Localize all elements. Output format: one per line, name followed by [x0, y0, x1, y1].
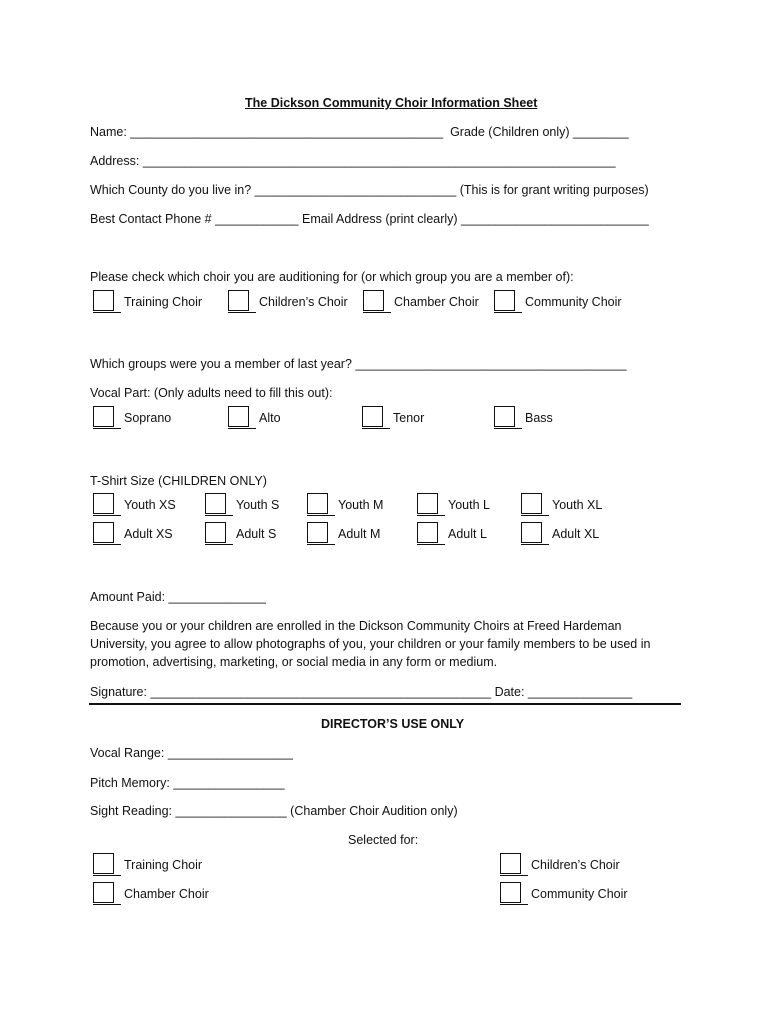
training-choir-checkbox[interactable]	[93, 290, 114, 311]
checkbox-underline	[205, 544, 233, 545]
checkbox-underline	[363, 312, 391, 313]
consent-text-line: promotion, advertising, marketing, or social media in any form or medium.	[90, 655, 498, 669]
tshirt-prompt: T-Shirt Size (CHILDREN ONLY)	[90, 474, 267, 488]
checkbox-underline	[521, 544, 549, 545]
amount-paid-field[interactable]: Amount Paid: ______________	[90, 590, 266, 604]
adult-m-checkbox[interactable]	[307, 522, 328, 543]
selected-childrens-choir-checkbox[interactable]	[500, 853, 521, 874]
checkbox-underline	[228, 312, 256, 313]
option-label: Alto	[259, 411, 281, 425]
checkbox-underline	[93, 312, 121, 313]
option-label: Children’s Choir	[531, 858, 620, 872]
soprano-checkbox[interactable]	[93, 406, 114, 427]
option-label: Chamber Choir	[124, 887, 209, 901]
alto-checkbox[interactable]	[228, 406, 249, 427]
bass-checkbox[interactable]	[494, 406, 515, 427]
checkbox-underline	[93, 904, 121, 905]
option-label: Youth S	[236, 498, 280, 512]
checkbox-underline	[205, 515, 233, 516]
checkbox-underline	[93, 428, 121, 429]
adult-xl-checkbox[interactable]	[521, 522, 542, 543]
checkbox-underline	[307, 544, 335, 545]
director-heading: DIRECTOR’S USE ONLY	[321, 717, 465, 731]
groups-last-year-field[interactable]: Which groups were you a member of last year? _______________________________________	[90, 357, 627, 371]
option-label: Tenor	[393, 411, 425, 425]
checkbox-underline	[417, 544, 445, 545]
choir-prompt: Please check which choir you are auditioning for (or which group you are a member of):	[90, 270, 574, 284]
pitch-memory-field[interactable]: Pitch Memory: ________________	[90, 776, 285, 790]
tenor-checkbox[interactable]	[362, 406, 383, 427]
name-grade-field[interactable]: Name: _____________________________________________ Grade (Children only) ________	[90, 125, 629, 139]
selected-for-label: Selected for:	[348, 833, 419, 847]
section-divider	[89, 703, 681, 705]
selected-training-choir-checkbox[interactable]	[93, 853, 114, 874]
option-label: Soprano	[124, 411, 172, 425]
option-label: Community Choir	[531, 887, 628, 901]
selected-chamber-choir-checkbox[interactable]	[93, 882, 114, 903]
option-label: Chamber Choir	[394, 295, 479, 309]
checkbox-underline	[521, 515, 549, 516]
option-label: Training Choir	[124, 858, 203, 872]
chamber-choir-checkbox[interactable]	[363, 290, 384, 311]
address-field[interactable]: Address: ____________________________________________________________________	[90, 154, 616, 168]
option-label: Adult XS	[124, 527, 173, 541]
option-label: Youth M	[338, 498, 384, 512]
adult-xs-checkbox[interactable]	[93, 522, 114, 543]
youth-xs-checkbox[interactable]	[93, 493, 114, 514]
checkbox-underline	[494, 428, 522, 429]
checkbox-underline	[93, 515, 121, 516]
signature-date-field[interactable]: Signature: _________________________________________________ Date: _______________	[90, 685, 633, 699]
option-label: Children’s Choir	[259, 295, 348, 309]
youth-s-checkbox[interactable]	[205, 493, 226, 514]
checkbox-underline	[417, 515, 445, 516]
checkbox-underline	[228, 428, 256, 429]
checkbox-underline	[307, 515, 335, 516]
vocal-range-field[interactable]: Vocal Range: __________________	[90, 746, 293, 760]
checkbox-underline	[500, 904, 528, 905]
option-label: Adult L	[448, 527, 487, 541]
youth-m-checkbox[interactable]	[307, 493, 328, 514]
option-label: Bass	[525, 411, 553, 425]
option-label: Adult S	[236, 527, 277, 541]
consent-text-line: University, you agree to allow photographs of you, your children or your family members to be used in	[90, 637, 651, 651]
community-choir-checkbox[interactable]	[494, 290, 515, 311]
selected-community-choir-checkbox[interactable]	[500, 882, 521, 903]
option-label: Youth XL	[552, 498, 603, 512]
sight-reading-field[interactable]: Sight Reading: ________________ (Chamber Choir Audition only)	[90, 804, 458, 818]
option-label: Adult XL	[552, 527, 600, 541]
county-field[interactable]: Which County do you live in? _____________________________ (This is for grant writing purposes)	[90, 183, 649, 197]
checkbox-underline	[93, 544, 121, 545]
youth-l-checkbox[interactable]	[417, 493, 438, 514]
youth-xl-checkbox[interactable]	[521, 493, 542, 514]
childrens-choir-checkbox[interactable]	[228, 290, 249, 311]
checkbox-underline	[362, 428, 390, 429]
option-label: Community Choir	[525, 295, 622, 309]
checkbox-underline	[494, 312, 522, 313]
checkbox-underline	[93, 875, 121, 876]
form-title: The Dickson Community Choir Information Sheet	[245, 96, 538, 110]
consent-text-line: Because you or your children are enrolled in the Dickson Community Choirs at Freed Hardeman	[90, 619, 622, 633]
option-label: Youth XS	[124, 498, 176, 512]
adult-s-checkbox[interactable]	[205, 522, 226, 543]
option-label: Adult M	[338, 527, 381, 541]
contact-field[interactable]: Best Contact Phone # ____________ Email Address (print clearly) ___________________________	[90, 212, 649, 226]
option-label: Youth L	[448, 498, 490, 512]
adult-l-checkbox[interactable]	[417, 522, 438, 543]
checkbox-underline	[500, 875, 528, 876]
option-label: Training Choir	[124, 295, 203, 309]
vocal-part-prompt: Vocal Part: (Only adults need to fill this out):	[90, 386, 333, 400]
